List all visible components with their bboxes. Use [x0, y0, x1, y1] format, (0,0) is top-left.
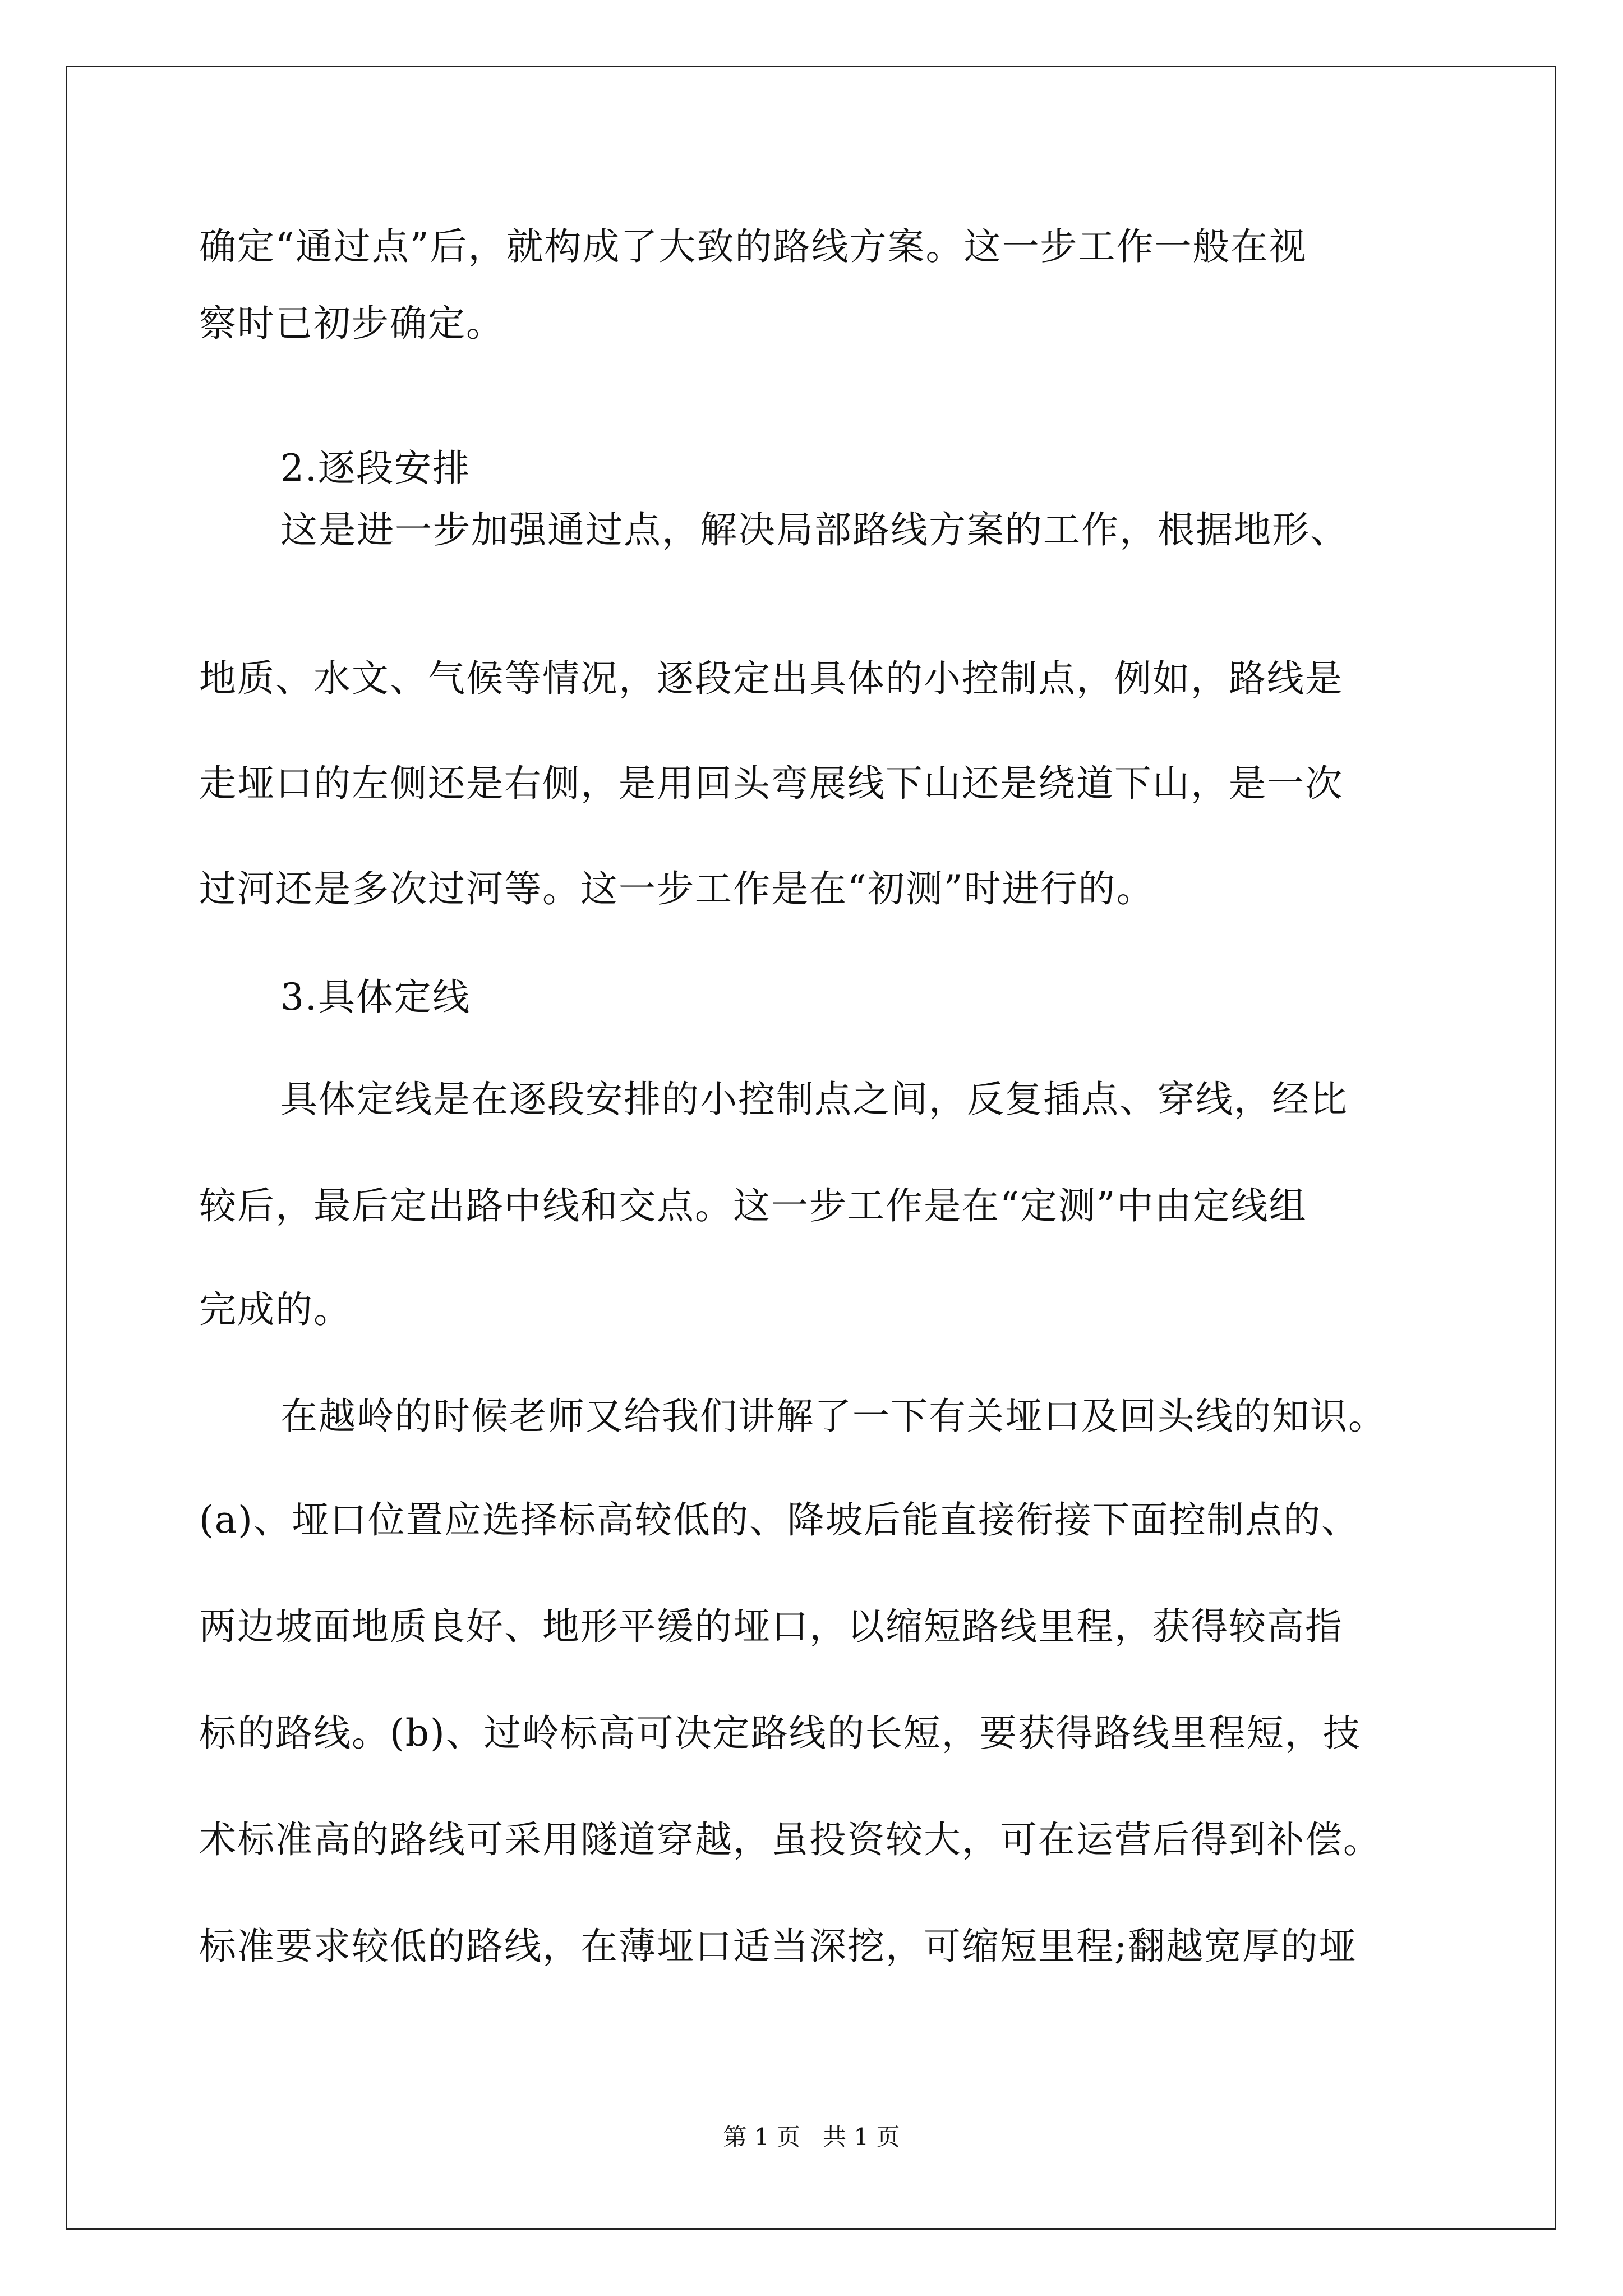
- paragraph-line: 地质、水文、气候等情况，逐段定出具体的小控制点，例如，路线是: [199, 657, 1343, 700]
- paragraph-line: 确定“通过点”后，就构成了大致的路线方案。这一步工作一般在视: [199, 225, 1307, 268]
- section-heading: 3.具体定线: [280, 976, 471, 1019]
- paragraph-line: (a)、垭口位置应选择标高较低的、降坡后能直接衔接下面控制点的、: [199, 1498, 1359, 1542]
- section-heading: 2.逐段安排: [280, 447, 471, 490]
- paragraph-line: 完成的。: [199, 1288, 352, 1331]
- paragraph-line: 察时已初步确定。: [199, 302, 504, 345]
- paragraph-line: 在越岭的时候老师又给我们讲解了一下有关垭口及回头线的知识。: [280, 1395, 1386, 1438]
- page-number-footer: 第 1 页 共 1 页: [723, 2123, 900, 2151]
- paragraph-line: 这是进一步加强通过点，解决局部路线方案的工作，根据地形、: [280, 508, 1348, 551]
- paragraph-line: 较后，最后定出路中线和交点。这一步工作是在“定测”中由定线组: [199, 1184, 1307, 1227]
- paragraph-line: 标的路线。(b)、过岭标高可决定路线的长短，要获得路线里程短，技: [199, 1711, 1361, 1755]
- paragraph-line: 标准要求较低的路线，在薄垭口适当深挖，可缩短里程;翻越宽厚的垭: [199, 1925, 1357, 1968]
- paragraph-line: 过河还是多次过河等。这一步工作是在“初测”时进行的。: [199, 867, 1155, 910]
- paragraph-line: 走垭口的左侧还是右侧，是用回头弯展线下山还是绕道下山，是一次: [199, 762, 1343, 805]
- paragraph-line: 两边坡面地质良好、地形平缓的垭口，以缩短路线里程，获得较高指: [199, 1605, 1343, 1648]
- page-border: [66, 66, 1556, 2230]
- paragraph-line: 具体定线是在逐段安排的小控制点之间，反复插点、穿线，经比: [280, 1078, 1348, 1121]
- paragraph-line: 术标准高的路线可采用隧道穿越，虽投资较大，可在运营后得到补偿。: [199, 1818, 1381, 1861]
